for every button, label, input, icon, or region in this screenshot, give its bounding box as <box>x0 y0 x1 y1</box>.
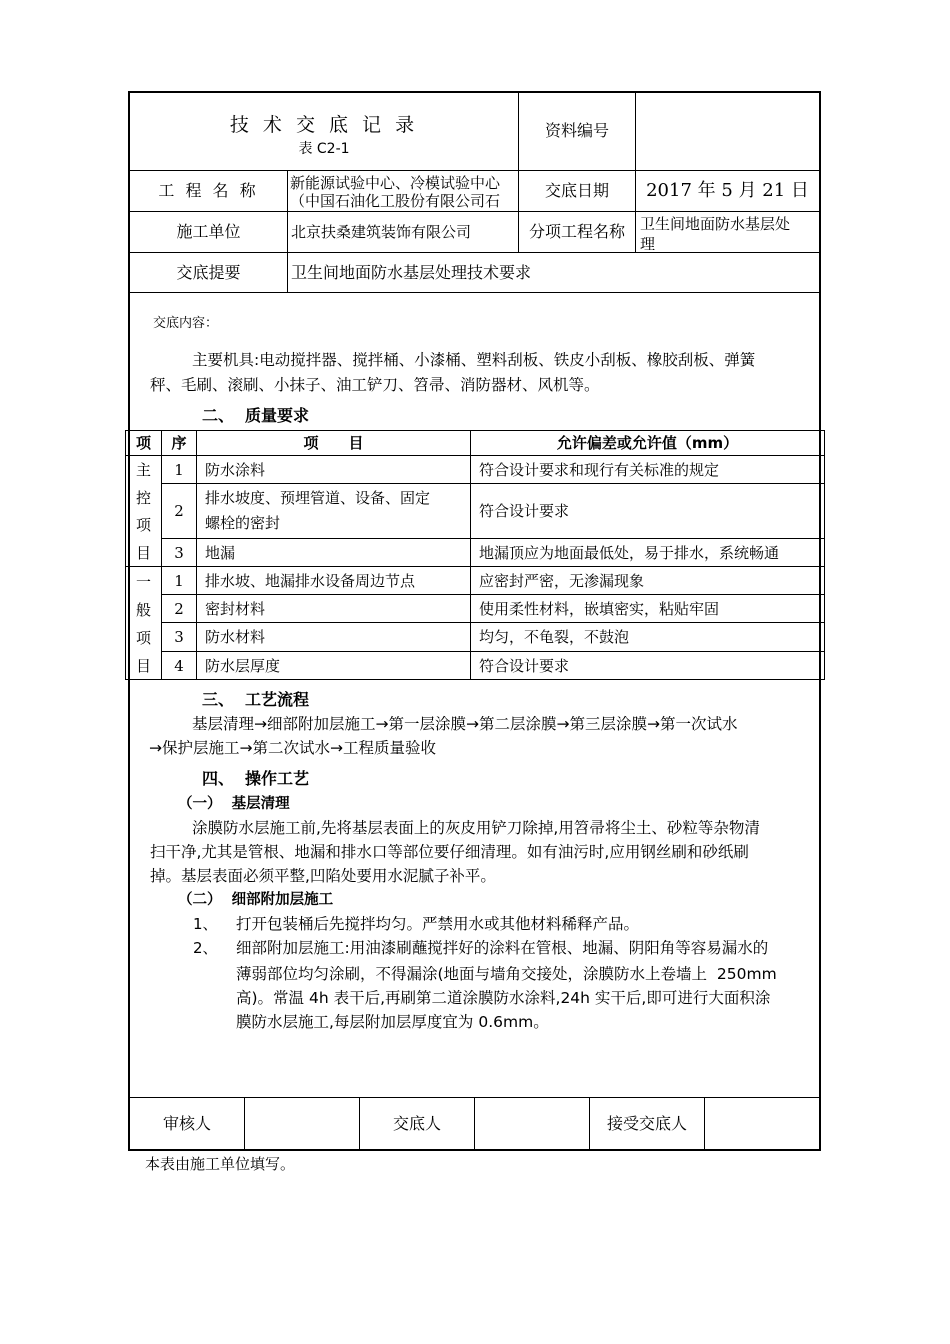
qt-row-value: 符合设计要求和现行有关标准的规定 <box>479 460 720 479</box>
qt-row-value: 符合设计要求 <box>479 656 570 675</box>
summary-label: 交底提要 <box>176 262 241 282</box>
qt-row-no: 2 <box>174 599 184 618</box>
qt-row-item: 排水坡、地漏排水设备周边节点 <box>205 571 416 590</box>
project-name-label: 工 程 名 称 <box>158 181 259 200</box>
step2-line2: 薄弱部位均匀涂刷，不得漏涂(地面与墙角交接处，涂膜防水上卷墙上 250mm <box>236 965 777 983</box>
subitem-value <box>640 214 818 251</box>
subsection-base-cleaning: （一） 基层清理 <box>178 796 290 812</box>
discloser-signature <box>475 1098 589 1149</box>
receiver-label: 接受交底人 <box>606 1113 687 1133</box>
subsection-detail-layer: （二） 细部附加层施工 <box>178 892 334 908</box>
sec4-title: 操作工艺 <box>245 769 310 788</box>
qt-header-item: 项 目 <box>303 434 364 452</box>
step2-number: 2、 <box>193 939 218 957</box>
summary-value: 卫生间地面防水基层处理技术要求 <box>291 262 532 282</box>
intro-label: 交底内容： <box>153 316 219 331</box>
qt-row-item: 防水涂料 <box>205 460 266 479</box>
subitem-label: 分项工程名称 <box>528 222 625 241</box>
qt-row-item: 地漏 <box>205 543 236 562</box>
reviewer-signature <box>245 1098 359 1149</box>
qt-row-item-line1: 排水坡度、预埋管道、设备、固定 <box>205 489 431 507</box>
qt-row-value: 使用柔性材料，嵌填密实，粘贴牢固 <box>479 599 720 618</box>
flow-line1: 基层清理→细部附加层施工→第一层涂膜→第二层涂膜→第三层涂膜→第一次试水 <box>192 715 738 733</box>
step2-line4: 膜防水层施工,每层附加层厚度宜为 0.6mm。 <box>236 1013 549 1031</box>
subitem-line1: 卫生间地面防水基层处 <box>640 215 791 233</box>
project-name-line1: 新能源试验中心、冷模试验中心 <box>290 174 501 192</box>
main-group-char: 控 <box>135 489 151 507</box>
contractor-label: 施工单位 <box>176 222 241 241</box>
clean-line3: 掉。基层表面必须平整,凹陷处要用水泥腻子补平。 <box>150 867 496 885</box>
qt-row-item <box>205 486 467 536</box>
qt-row-no: 2 <box>174 502 184 520</box>
ref-no-label: 资料编号 <box>544 121 609 140</box>
contractor-value: 北京扶桑建筑装饰有限公司 <box>291 223 472 241</box>
step2-line3: 高)。常温 4h 表干后,再刷第二道涂膜防水涂料,24h 实干后,即可进行大面积涂 <box>236 989 771 1007</box>
qt-row-no: 4 <box>174 656 184 675</box>
main-control-group <box>126 457 161 566</box>
flow-line2: →保护层施工→第二次试水→工程质量验收 <box>149 739 436 757</box>
clean-line2: 扫干净,尤其是管根、地漏和排水口等部位要仔细清理。如有油污时,应用钢丝刷和砂纸刷 <box>150 843 749 861</box>
qt-row-value: 应密封严密，无渗漏现象 <box>479 571 645 590</box>
project-name-line2: （中国石油化工股份有限公司石 <box>290 192 501 210</box>
general-group-char: 般 <box>135 601 151 619</box>
sec2-title: 质量要求 <box>245 406 310 425</box>
sec4-number: 四、 <box>202 769 235 788</box>
reviewer-label: 审核人 <box>162 1113 211 1133</box>
qt-row-item: 密封材料 <box>205 599 266 618</box>
qt-row-value: 均匀，不龟裂，不鼓泡 <box>479 628 630 646</box>
sec3-number: 三、 <box>202 690 235 709</box>
qt-row-item: 防水层厚度 <box>205 656 281 675</box>
date-label: 交底日期 <box>544 181 609 200</box>
date-value: 2017 年 5 月 21 日 <box>646 180 809 201</box>
step1-text: 打开包装桶后先搅拌均匀。严禁用水或其他材料稀释产品。 <box>236 915 640 933</box>
ref-no-value <box>636 92 819 170</box>
step2-line1: 细部附加层施工:用油漆刷蘸搅拌好的涂料在管根、地漏、阴阳角等容易漏水的 <box>236 939 769 957</box>
subitem-line2: 理 <box>640 235 656 251</box>
project-name-value <box>290 174 518 210</box>
form-number: 表 C2-1 <box>298 141 350 157</box>
main-group-char: 目 <box>135 544 151 562</box>
discloser-label: 交底人 <box>392 1113 441 1133</box>
qt-row-no: 3 <box>174 543 184 562</box>
general-group-char: 目 <box>135 657 151 675</box>
qt-row-item-line2: 螺栓的密封 <box>205 514 281 532</box>
qt-row-item: 防水材料 <box>205 628 266 646</box>
tools-line2: 秤、毛刷、滚刷、小抹子、油工铲刀、笤帚、消防器材、风机等。 <box>150 376 600 394</box>
page-title: 技 术 交 底 记 录 <box>229 114 419 136</box>
step1-number: 1、 <box>193 915 218 933</box>
qt-header-category: 项 <box>135 434 151 452</box>
title-block <box>130 100 518 166</box>
tools-line1: 主要机具:电动搅拌器、搅拌桶、小漆桶、塑料刮板、铁皮小刮板、橡胶刮板、弹簧 <box>192 351 756 369</box>
general-group-char: 一 <box>135 573 151 591</box>
main-group-char: 主 <box>135 461 151 479</box>
qt-row-no: 1 <box>174 460 184 479</box>
main-group-char: 项 <box>135 516 151 534</box>
receiver-signature <box>705 1098 819 1149</box>
general-group-char: 项 <box>135 629 151 647</box>
qt-header-no: 序 <box>171 434 187 452</box>
qt-row-value: 地漏顶应为地面最低处，易于排水，系统畅通 <box>479 543 780 562</box>
general-group <box>126 568 161 679</box>
sec2-number: 二、 <box>202 406 235 425</box>
qt-row-no: 3 <box>174 628 184 646</box>
qt-row-value: 符合设计要求 <box>479 502 570 520</box>
qt-header-value: 允许偏差或允许值（mm） <box>556 434 739 452</box>
sec3-title: 工艺流程 <box>245 690 310 709</box>
qt-row-no: 1 <box>174 571 184 590</box>
footer-note: 本表由施工单位填写。 <box>145 1155 296 1173</box>
clean-line1: 涂膜防水层施工前,先将基层表面上的灰皮用铲刀除掉,用笤帚将尘土、砂粒等杂物清 <box>192 819 760 837</box>
